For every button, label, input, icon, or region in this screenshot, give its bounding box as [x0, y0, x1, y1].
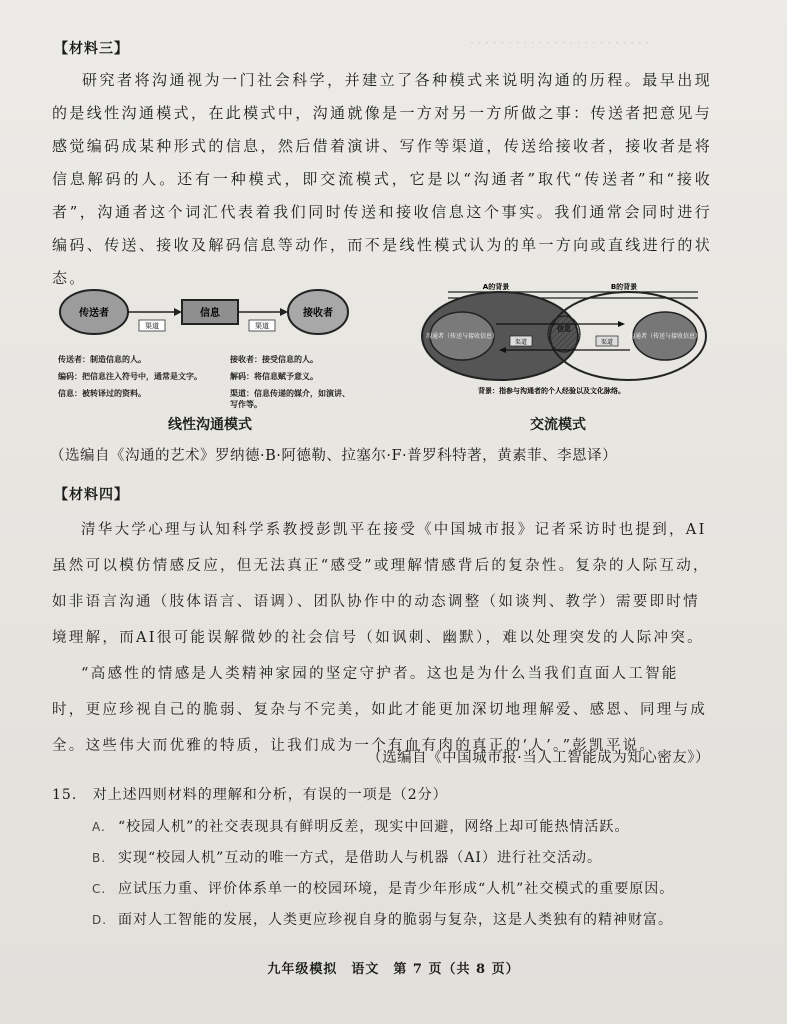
- left-communicator-label: 沟通者（传送与接收信息）: [425, 333, 499, 340]
- option-b-text: 实现“校园人机”互动的唯一方式，是借助人与机器（AI）进行社交活动。: [118, 850, 602, 866]
- legend-channel: 渠道：信息传递的媒介，如演讲、写作等。: [230, 389, 350, 409]
- option-c-text: 应试压力重、评价体系单一的校园环境，是青少年形成“人机”社交模式的重要原因。: [118, 881, 675, 897]
- question-number: 15.: [52, 787, 78, 803]
- channel-label-1: 渠道: [145, 322, 159, 330]
- right-communicator-label: 沟通者（传送与接收信息）: [628, 333, 702, 340]
- material4-source: （选编自《中国城市报·当人工智能成为知心密友》）: [367, 750, 710, 766]
- channel-label-right: 渠道: [600, 339, 614, 346]
- exchange-diagram-svg: [418, 280, 708, 398]
- info-label: 信息: [200, 308, 220, 319]
- receiver-label: 接收者: [303, 308, 333, 319]
- channel-label-left: 渠道: [514, 339, 528, 346]
- page-footer: 九年级模拟 语文 第 7 页（共 8 页）: [267, 962, 520, 977]
- option-d[interactable]: [92, 909, 673, 929]
- material4-para2: “高感性的情感是人类精神家园的坚定守护者。这也是为什么当我们直面人工智能时，更应珍视自己的脆弱、复杂与不完美，如此才能更加深切地理解爱、感恩、同理与成全。这些伟大而优雅的特质，让我们成为一个有血有肉的真正的‘人’。”彭凯平说。: [52, 666, 708, 754]
- option-a[interactable]: [92, 816, 629, 836]
- sender-label: 传送者: [79, 308, 109, 319]
- question-15: [52, 784, 448, 804]
- option-a-letter: A.: [92, 820, 106, 834]
- legend-decode: 解码：将信息赋予意义。: [230, 372, 318, 381]
- option-c[interactable]: [92, 878, 674, 898]
- linear-diagram: [52, 282, 352, 409]
- exchange-diagram: [418, 280, 708, 398]
- material4-para1: 清华大学心理与认知科学系教授彭凯平在接受《中国城市报》记者采访时也提到，AI虽然可以模仿情感反应，但无法真正“感受”或理解情感背后的复杂性。复杂的人际互动，如非语言沟通（肢体语言、语调）、团队协作中的动态调整（如谈判、教学）需要即时情境理解，而AI很可能误解微妙的社会信号（如讽刺、幽默），难以处理突发的人际冲突。: [52, 522, 710, 646]
- bg-a-label: A的背景: [482, 283, 510, 291]
- channel-label-2: 渠道: [255, 322, 269, 330]
- bleed-through: · · · · · · · · · · · · · · · · · · · · · · · ·: [470, 36, 650, 50]
- legend-encode: 编码：把信息注入符号中，通常是文字。: [58, 372, 202, 381]
- linear-caption: 线性沟通模式: [168, 417, 252, 433]
- option-b-letter: B.: [92, 851, 107, 865]
- legend-sender: 传送者：制造信息的人。: [58, 355, 146, 364]
- option-c-letter: C.: [92, 882, 107, 896]
- option-b[interactable]: [92, 847, 602, 867]
- bg-b-label: B的背景: [610, 283, 638, 291]
- center-label: 信息: [557, 325, 571, 333]
- exchange-note: 背景：指参与沟通者的个人经验以及文化脉络。: [478, 387, 625, 395]
- material3-source: （选编自《沟通的艺术》罗纳德·B·阿德勒、拉塞尔·F·普罗科特著，黄素菲、李恩译）: [50, 448, 618, 464]
- option-d-text: 面对人工智能的发展，人类更应珍视自身的脆弱与复杂，这是人类独有的精神财富。: [118, 912, 673, 928]
- shared-info: [548, 316, 580, 352]
- legend-receiver: 接收者：接受信息的人。: [230, 355, 318, 364]
- legend-info: 信息：被转译过的资料。: [58, 389, 146, 398]
- material3-title: 【材料三】: [54, 41, 129, 57]
- exchange-caption: 交流模式: [530, 417, 586, 433]
- material4-body: [52, 512, 712, 764]
- linear-diagram-svg: [52, 282, 352, 342]
- option-d-letter: D.: [92, 913, 108, 927]
- question-stem: 对上述四则材料的理解和分析，有误的一项是（2分）: [92, 787, 448, 803]
- material3-paragraph: 研究者将沟通视为一门社会科学，并建立了各种模式来说明沟通的历程。最早出现的是线性沟通模式，在此模式中，沟通就像是一方对另一方所做之事：传送者把意见与感觉编码成某种形式的信息，然后借着演讲、写作等渠道，传送给接收者，接收者是将信息解码的人。还有一种模式，即交流模式，它是以“沟通者”取代“传送者”和“接收者”，沟通者这个词汇代表着我们同时传送和接收信息这个事实。我们通常会同时进行编码、传送、接收及解码信息等动作，而不是线性模式认为的单一方向或直线进行的状态。: [52, 71, 712, 287]
- option-a-text: “校园人机”的社交表现具有鲜明反差，现实中回避，网络上却可能热情活跃。: [118, 819, 630, 835]
- material4-title: 【材料四】: [54, 487, 129, 503]
